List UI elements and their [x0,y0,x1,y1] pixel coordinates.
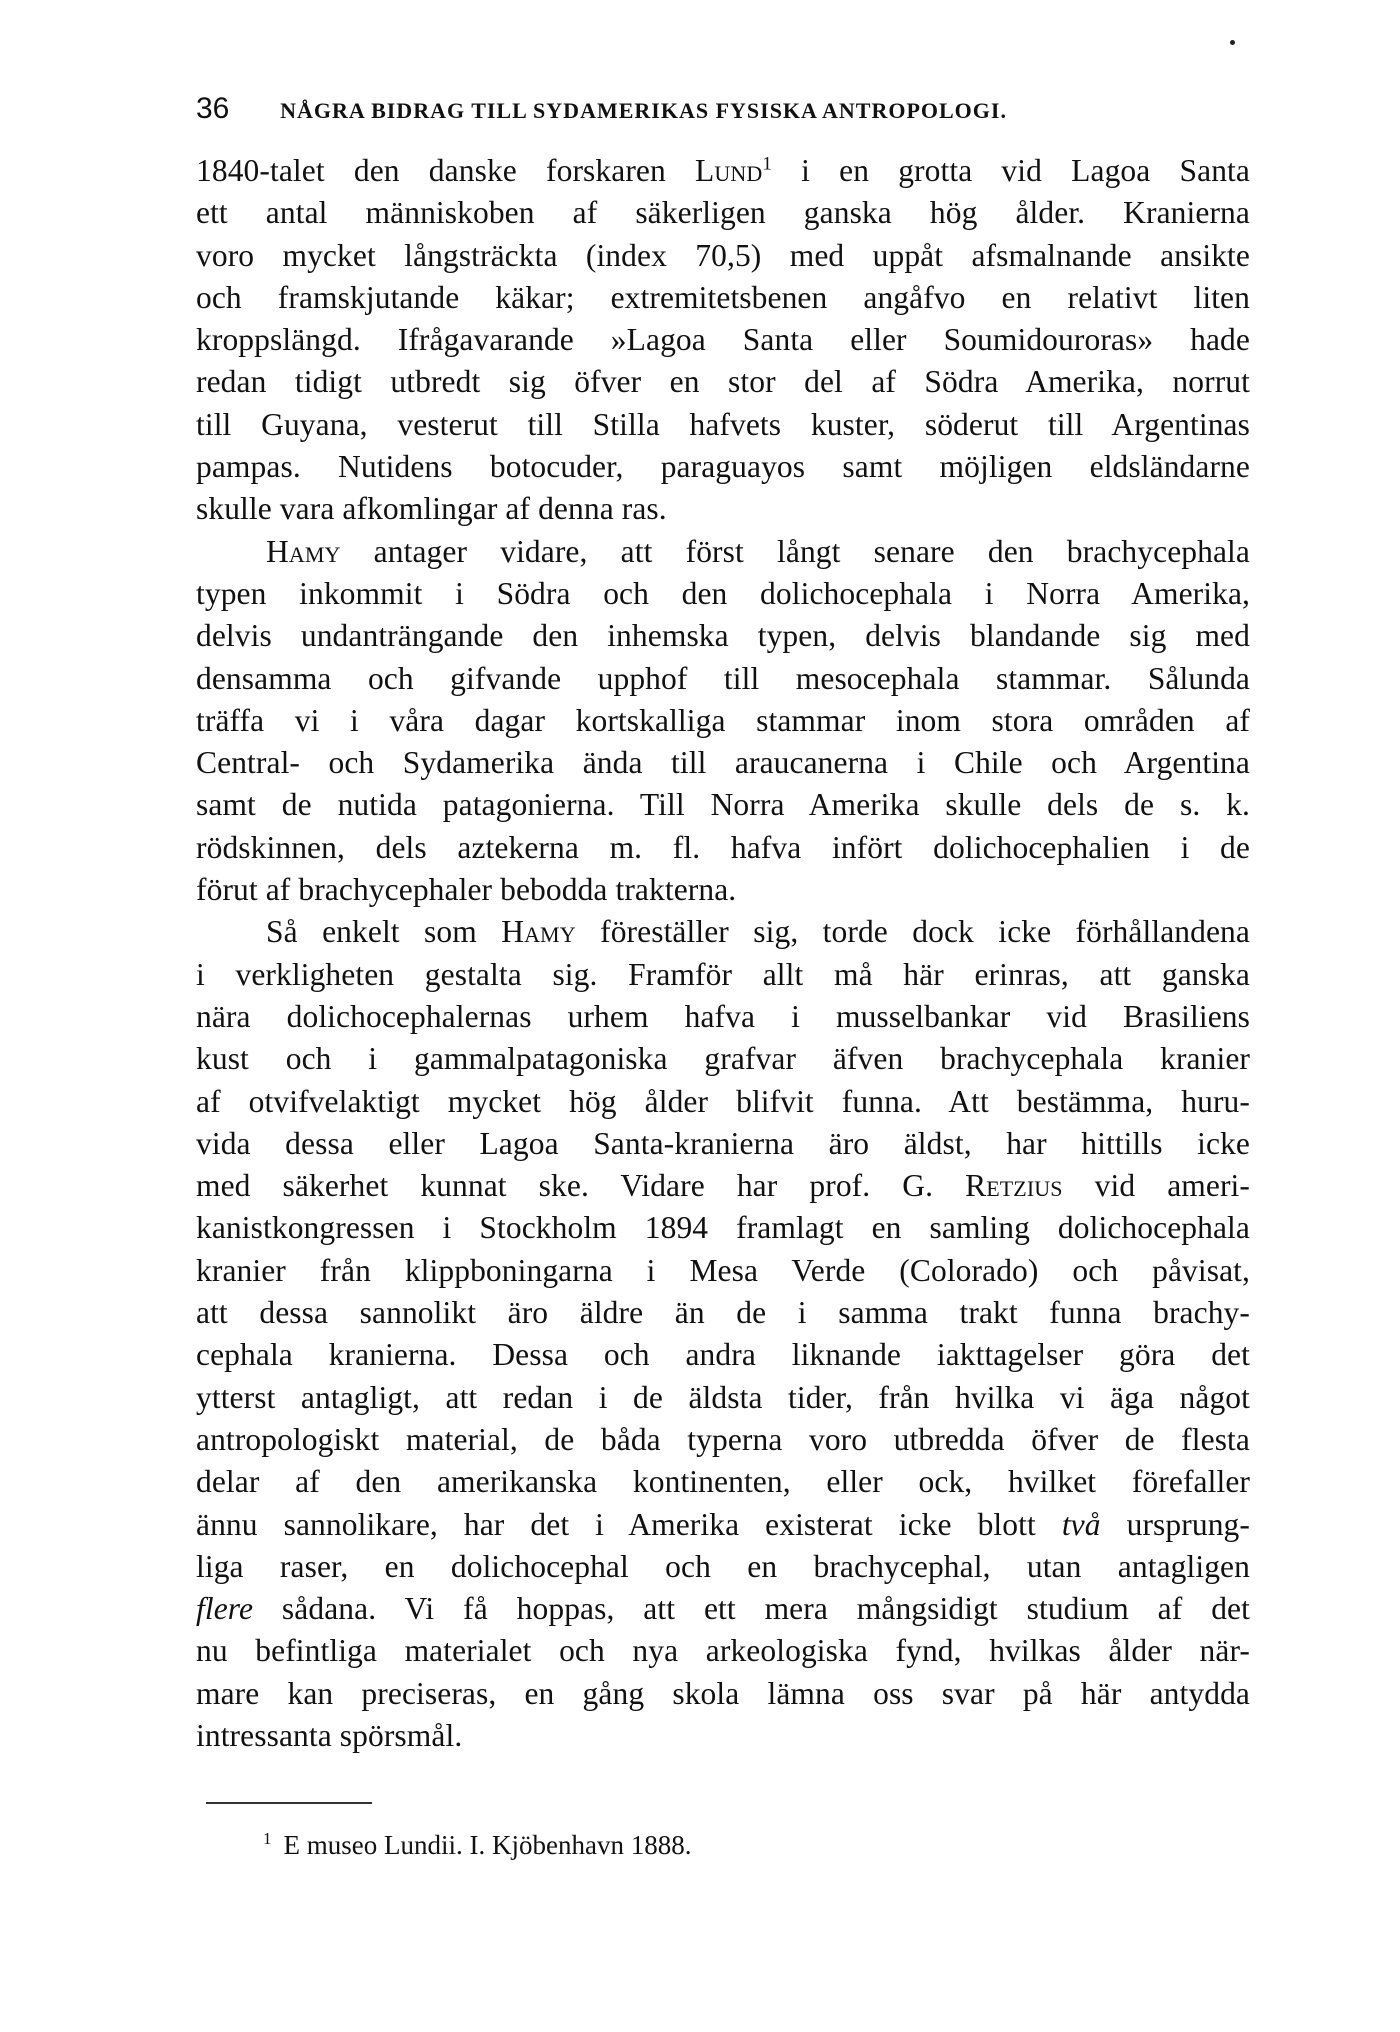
author-name-hamy: Hamy [266,533,341,569]
text-line: förut af brachycephaler bebodda trakterna. [196,872,737,908]
text-line: 1840-talet den danske forskaren Lund$^1$ i en grotta vid Lagoa Santa [196,153,1250,188]
text-line: kranier från klippboningarna i Mesa Verde (Colorado) och påvisat, [196,1252,1250,1288]
text-line: skulle vara afkomlingar af denna ras. [196,491,667,527]
text-line: typen inkommit i Södra och den dolichocephala i Norra Amerika, [196,575,1250,611]
text-line: nära dolichocephalernas urhem hafva i musselbankar vid Brasiliens [196,998,1250,1034]
text-line: att dessa sannolikt äro äldre än de i samma trakt funna brachy- [196,1295,1250,1331]
text-line: kanistkongressen i Stockholm 1894 framlagt en samling dolichocephala [196,1210,1250,1246]
text-line: cephala kranierna. Dessa och andra liknande iakttagelser göra det [196,1337,1250,1373]
print-speck [1230,40,1235,45]
text-line: liga raser, en dolichocephal och en brachycephal, utan antagligen [196,1548,1250,1584]
footnote [263,1830,691,1861]
running-title: NÅGRA BIDRAG TILL SYDAMERIKAS FYSISKA ANTROPOLOGI. [280,98,1007,123]
text-line: redan tidigt utbredt sig öfver en stor del af Södra Amerika, norrut [196,364,1250,400]
footnote-text: E museo Lundii. I. Kjöbenhavn 1888. [283,1830,692,1860]
author-name-hamy: Hamy [501,914,576,950]
text-line: i verkligheten gestalta sig. Framför allt må här erinras, att ganska [196,956,1250,992]
text-line: samt de nutida patagonierna. Till Norra Amerika skulle dels de s. k. [196,787,1250,823]
text-line: flere sådana. Vi få hoppas, att ett mera mångsidigt studium af det [196,1591,1250,1627]
text-line: delar af den amerikanska kontinenten, eller ock, hvilket förefaller [196,1464,1250,1500]
text-line: kroppslängd. Ifrågavarande »Lagoa Santa eller Soumidouroras» hade [196,322,1250,358]
author-name-retzius: Retzius [965,1168,1063,1204]
footnote-mark: 1 [263,1829,272,1848]
text-line: pampas. Nutidens botocuder, paraguayos samt möjligen eldsländarne [196,449,1250,485]
text-line: med säkerhet kunnat ske. Vidare har prof. G. Retzius vid ameri- [196,1168,1250,1204]
page-header [196,92,1196,126]
footnote-divider [206,1802,372,1804]
footnote-reference: 1 [762,153,772,175]
emphasis-several: flere [196,1591,254,1627]
text-line: nu befintliga materialet och nya arkeologiska fynd, hvilkas ålder när- [196,1633,1250,1669]
text-line: af otvifvelaktigt mycket hög ålder blifvit funna. Att bestämma, huru- [196,1083,1250,1119]
text-line: ytterst antagligt, att redan i de äldsta tider, från hvilka vi äga något [196,1379,1250,1415]
text-line: vida dessa eller Lagoa Santa-kranierna äro äldst, har hittills icke [196,1125,1250,1161]
text-line: antropologiskt material, de båda typerna voro utbredda öfver de flesta [196,1421,1250,1457]
text-line: delvis undanträngande den inhemska typen, delvis blandande sig med [196,618,1250,654]
text-line: ännu sannolikare, har det i Amerika existerat icke blott två ursprung- [196,1506,1250,1542]
text-line: Så enkelt som Hamy föreställer sig, torde dock icke förhållandena [266,914,1250,950]
text-line: Hamy antager vidare, att först långt senare den brachycephala [266,533,1250,569]
page-number: 36 [196,92,230,125]
text-line: Central- och Sydamerika ända till araucanerna i Chile och Argentina [196,745,1250,781]
text-line: rödskinnen, dels aztekerna m. fl. hafva infört dolichocephalien i de [196,829,1250,865]
text-line: mare kan preciseras, en gång skola lämna oss svar på här antydda [196,1675,1250,1711]
text-line: kust och i gammalpatagoniska grafvar äfven brachycephala kranier [196,1041,1250,1077]
text-line: densamma och gifvande upphof till mesocephala stammar. Sålunda [196,660,1250,696]
text-line: ett antal människoben af säkerligen ganska hög ålder. Kranierna [196,195,1250,231]
text-line: intressanta spörsmål. [196,1717,463,1753]
emphasis-two: två [1061,1506,1101,1542]
author-name-lund: Lund [695,153,763,188]
text-line: och framskjutande käkar; extremitetsbenen angåfvo en relativt liten [196,279,1250,315]
text-line: voro mycket långsträckta (index 70,5) med uppåt afsmalnande ansikte [196,237,1250,273]
body-text [196,150,1250,1757]
text-line: träffa vi i våra dagar kortskalliga stammar inom stora områden af [196,702,1250,738]
text-line: till Guyana, vesterut till Stilla hafvets kuster, söderut till Argentinas [196,406,1250,442]
